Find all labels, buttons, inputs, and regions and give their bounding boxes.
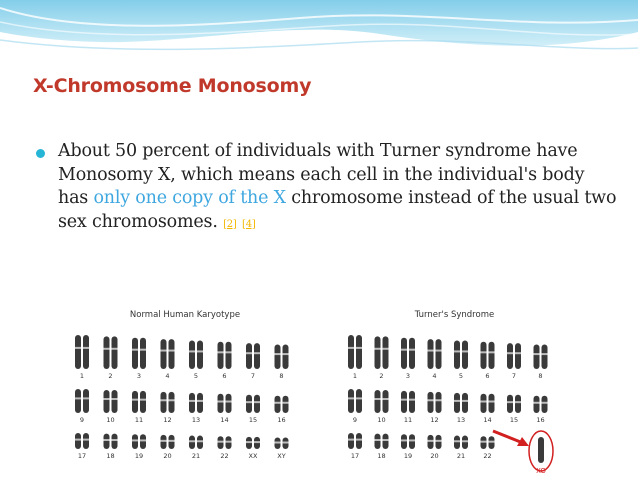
chromosome-label: 17 — [77, 452, 87, 460]
chromosome-label: 4 — [432, 372, 437, 380]
chromosome-label: 20 — [163, 452, 172, 460]
bullet-text — [58, 140, 618, 236]
chromosome-pair-9 — [348, 389, 362, 413]
citation-link-2[interactable]: [2] — [223, 218, 237, 230]
chromosome-label: 18 — [377, 452, 386, 460]
chromosome-pair-2 — [375, 336, 389, 369]
chromosome-pair-5 — [189, 340, 203, 369]
chromosome-label: 1 — [352, 372, 358, 380]
turner-karyotype-title: Turner's Syndrome — [414, 310, 495, 320]
chromosome-pair-6 — [481, 342, 495, 369]
chromosome-label: 8 — [279, 372, 284, 380]
chromosome-label: 21 — [456, 452, 466, 460]
chromosome-pair-19 — [132, 434, 146, 449]
chromosome-label: 2 — [108, 372, 113, 380]
normal-karyotype-title: Normal Human Karyotype — [129, 310, 241, 320]
chromosome-label: 18 — [106, 452, 115, 460]
chromosome-pair-4 — [428, 339, 442, 369]
chromosome-pair-17 — [348, 433, 362, 449]
chromosome-label: 9 — [79, 416, 85, 424]
chromosome-label: 16 — [536, 416, 545, 424]
bullet-text-before: About 50 percent of individuals with Turner syndrome have Monosomy X, which means each cell in the individual's body has — [58, 141, 585, 208]
chromosome-label: 11 — [134, 416, 144, 424]
chromosome-pair-1 — [348, 335, 362, 369]
chromosome-label: 3 — [405, 372, 411, 380]
chromosome-pair-19 — [401, 434, 415, 449]
chromosome-label: 15 — [509, 416, 519, 424]
chromosome-label: 8 — [538, 372, 543, 380]
chromosome-pair-12 — [428, 392, 442, 413]
chromosome-label: 1 — [79, 372, 85, 380]
chromosome-label: 14 — [483, 416, 492, 424]
chromosome-pair-18 — [104, 434, 118, 449]
chromosome-pair-6 — [218, 342, 232, 369]
chromosome-pair-18 — [375, 434, 389, 449]
chromosome-pair-3 — [401, 338, 415, 369]
chromosome-pair-8 — [275, 345, 289, 369]
chromosome-pair-13 — [454, 393, 468, 413]
chromosome-label: 6 — [485, 372, 490, 380]
chromosome-pair-17 — [75, 433, 89, 449]
chromosome-pair-20 — [161, 435, 175, 449]
chromosome-pair-11 — [132, 391, 146, 413]
chromosome-label: 13 — [456, 416, 466, 424]
chromosome-pair-7 — [246, 343, 260, 369]
red-arrow-icon — [493, 431, 529, 446]
normal-karyotype-image — [68, 305, 302, 477]
chromosome-pair-21 — [454, 436, 468, 449]
chromosome-pair-21 — [189, 436, 203, 449]
chromosome-label: XX — [248, 452, 258, 460]
chromosome-pair-12 — [161, 392, 175, 413]
chromosome-pair-9 — [75, 389, 89, 413]
chromosome-label: 9 — [352, 416, 358, 424]
bullet-text-after: chromosome instead of the usual two sex chromosomes. — [58, 188, 617, 232]
single-x-chromosome — [529, 431, 553, 471]
chromosome-pair-5 — [454, 340, 468, 369]
chromosome-pair-xy — [275, 437, 289, 449]
chromosome-pair-3 — [132, 338, 146, 369]
bullet-dot-icon — [36, 149, 45, 158]
chromosome-pair-2 — [104, 336, 118, 369]
chromosome-pair-16 — [275, 396, 289, 413]
chromosome-label: 12 — [163, 416, 172, 424]
chromosome-label: XY — [277, 452, 286, 460]
chromosome-label: 5 — [193, 372, 199, 380]
chromosome-label: 11 — [403, 416, 413, 424]
chromosome-pair-15 — [507, 395, 521, 413]
chromosome-pair-11 — [401, 391, 415, 413]
chromosome-label: 4 — [165, 372, 170, 380]
chromosome-pair-10 — [375, 390, 389, 413]
chromosome-label: 22 — [483, 452, 492, 460]
chromosome-label: 5 — [458, 372, 464, 380]
chromosome-pair-22 — [218, 436, 232, 449]
chromosome-pair-14 — [218, 394, 232, 413]
chromosome-label: 12 — [430, 416, 439, 424]
chromosome-label: 15 — [248, 416, 258, 424]
chromosome-pair-22 — [481, 436, 495, 449]
chromosome-pair-10 — [104, 390, 118, 413]
chromosome-pair-xx — [246, 437, 260, 449]
chromosome-pair-7 — [507, 343, 521, 369]
chromosome-pair-8 — [534, 345, 548, 369]
chromosome-label: 16 — [277, 416, 286, 424]
slide-title: X-Chromosome Monosomy — [33, 75, 312, 97]
header-wave-band — [0, 0, 638, 62]
chromosome-label: 6 — [222, 372, 227, 380]
chromosome-label: 17 — [350, 452, 360, 460]
chromosome-label: 7 — [511, 372, 517, 380]
chromosome-label: 22 — [220, 452, 229, 460]
chromosome-pair-13 — [189, 393, 203, 413]
xo-label: XO — [536, 467, 546, 475]
bullet-text-highlight: only one copy of the X — [93, 188, 286, 208]
chromosome-label: 3 — [136, 372, 142, 380]
chromosome-pair-20 — [428, 435, 442, 449]
chromosome-label: 21 — [191, 452, 201, 460]
chromosome-label: 7 — [250, 372, 256, 380]
citation-link-4[interactable]: [4] — [242, 218, 256, 230]
chromosome-label: 19 — [403, 452, 413, 460]
chromosome-label: 20 — [430, 452, 439, 460]
chromosome-label: 10 — [377, 416, 386, 424]
chromosome-pair-4 — [161, 339, 175, 369]
chromosome-label: 13 — [191, 416, 201, 424]
turner-karyotype-image — [343, 305, 566, 477]
chromosome-label: 14 — [220, 416, 229, 424]
chromosome-pair-14 — [481, 394, 495, 413]
chromosome-label: 19 — [134, 452, 144, 460]
chromosome-pair-15 — [246, 395, 260, 413]
chromosome-pair-1 — [75, 335, 89, 369]
chromosome-label: 10 — [106, 416, 115, 424]
chromosome-pair-16 — [534, 396, 548, 413]
chromosome-label: 2 — [379, 372, 384, 380]
